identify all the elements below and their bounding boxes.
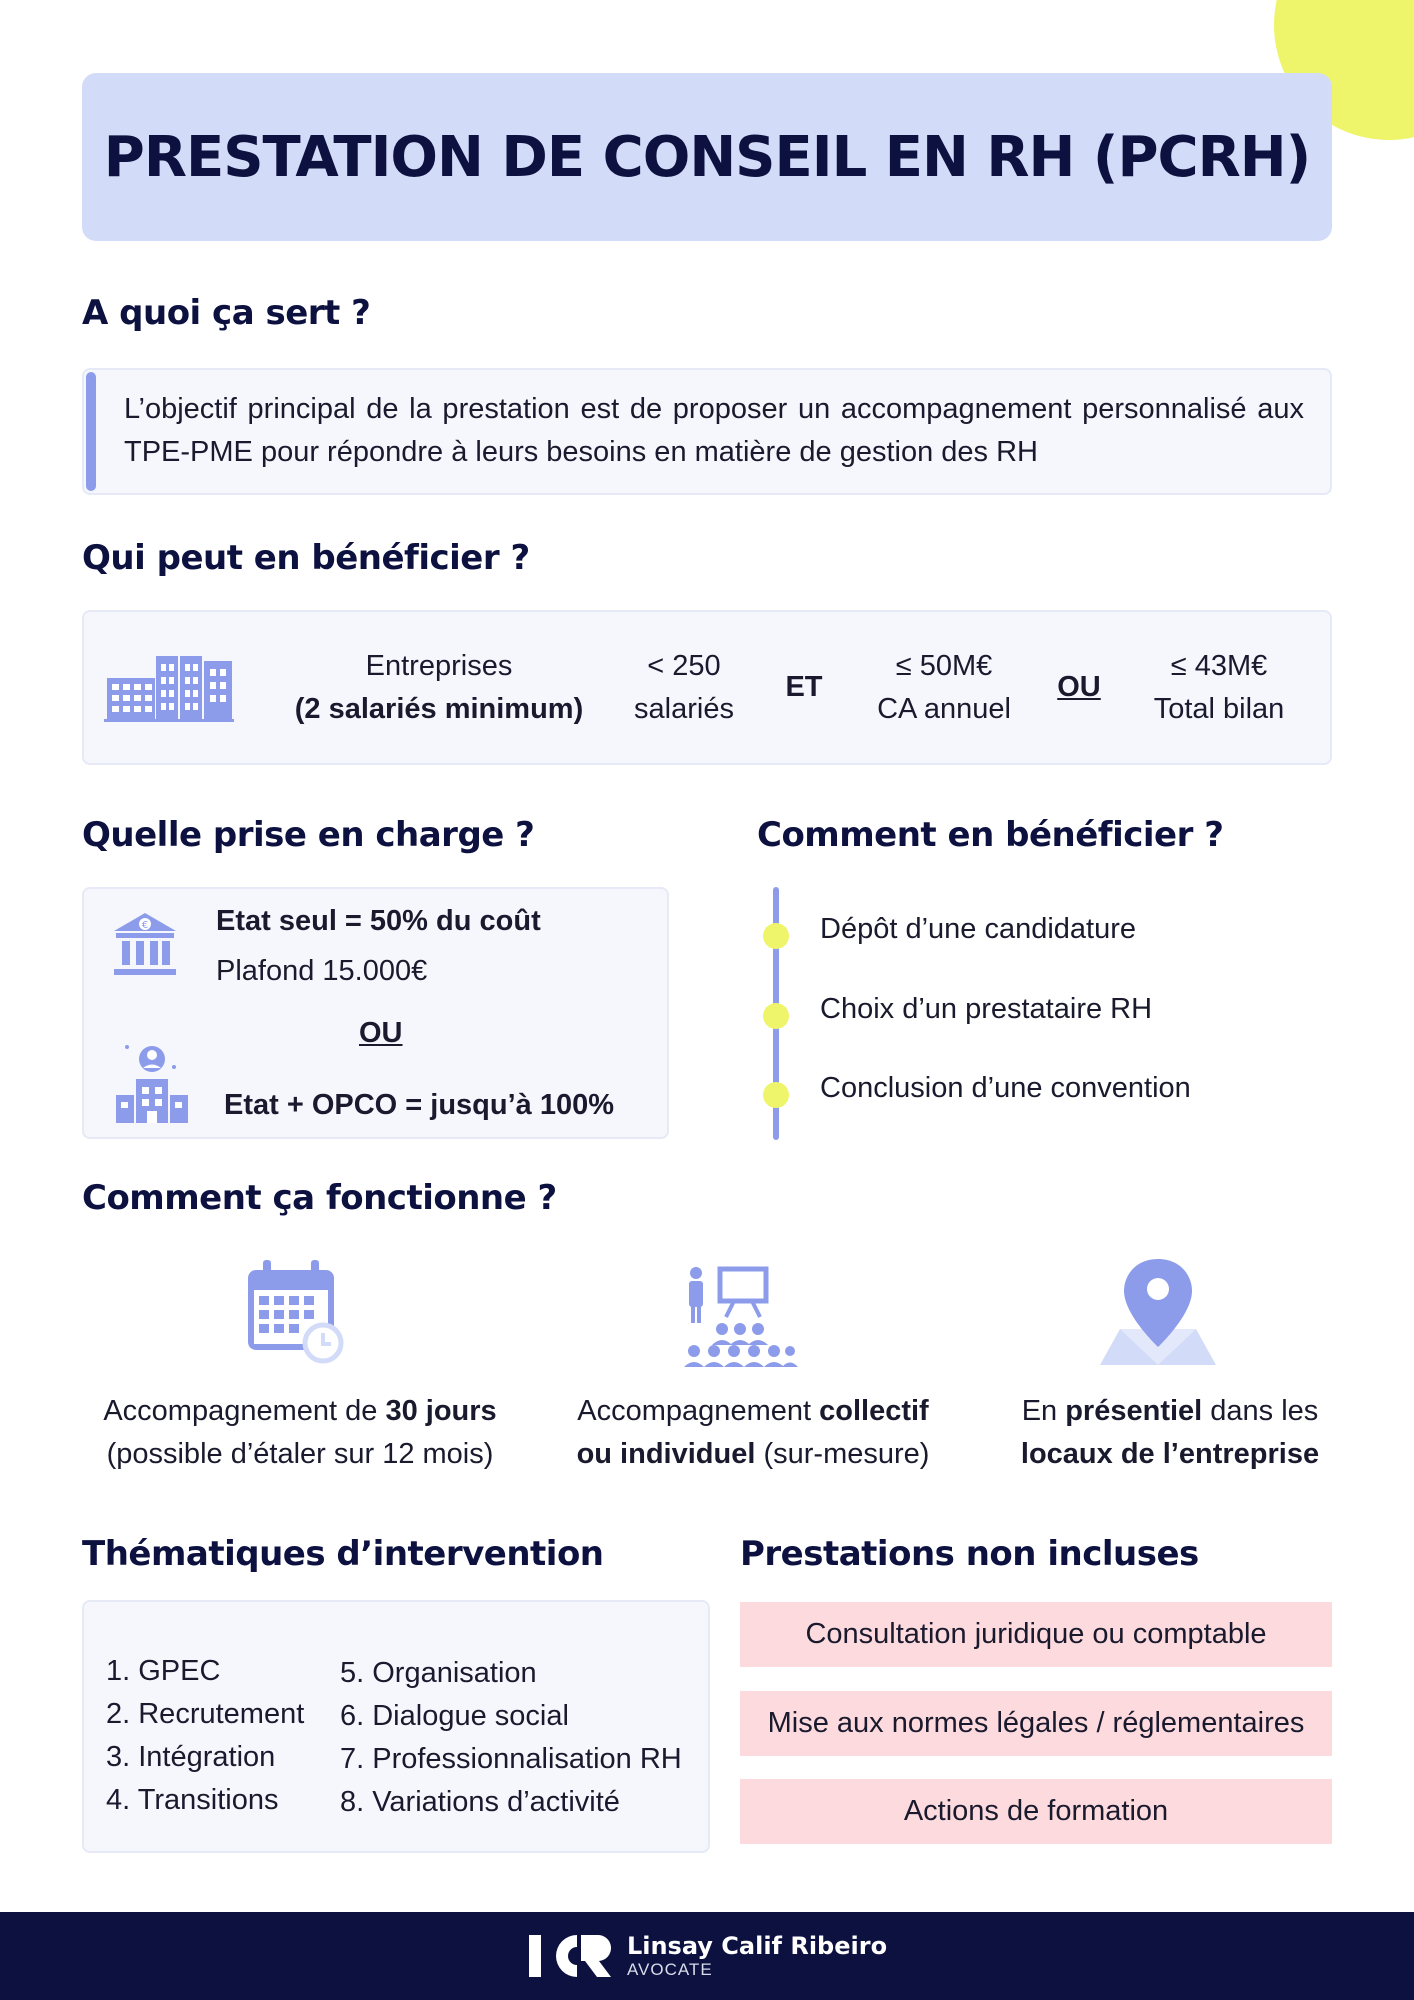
list-item: 1. GPEC xyxy=(106,1655,221,1687)
funding-or: OU xyxy=(359,1017,403,1049)
purpose-heading: A quoi ça sert ? xyxy=(82,293,371,333)
duration-days: 30 jours xyxy=(385,1395,497,1427)
themes-list-left xyxy=(106,1650,304,1822)
themes-heading: Thématiques d’intervention xyxy=(82,1534,604,1574)
list-item: 2. Recrutement xyxy=(106,1698,305,1730)
funding-ceiling: Plafond 15.000€ xyxy=(216,955,428,987)
place-line-1 xyxy=(960,1390,1380,1433)
calendar-clock-icon xyxy=(245,1258,345,1364)
buildings-icon xyxy=(104,612,234,763)
step-provider: Choix d’un prestataire RH xyxy=(820,993,1153,1025)
timeline-dot xyxy=(763,1082,789,1108)
bank-euro-icon xyxy=(112,911,178,979)
list-item: 3. Intégration xyxy=(106,1741,276,1773)
criteria-employees xyxy=(624,612,744,763)
place-premises: locaux de l’entreprise xyxy=(1020,1438,1320,1470)
svg-text:€: € xyxy=(141,920,149,931)
howto-heading: Comment en bénéficier ? xyxy=(757,815,1224,855)
list-item: 6. Dialogue social xyxy=(340,1700,569,1732)
list-item: 4. Transitions xyxy=(106,1784,279,1816)
timeline-dot xyxy=(763,1003,789,1029)
feature-place xyxy=(960,1390,1380,1476)
firm-name: Linsay Calif Ribeiro xyxy=(626,1932,888,1960)
operation-heading: Comment ça fonctionne ? xyxy=(82,1178,557,1218)
criteria-balance xyxy=(1124,612,1314,763)
excluded-item: Consultation juridique ou comptable xyxy=(740,1602,1332,1667)
duration-note: (possible d’étaler sur 12 mois) xyxy=(106,1438,494,1470)
or-connector: OU xyxy=(1057,671,1101,703)
list-item: 5. Organisation xyxy=(340,1657,537,1689)
duration-text: Accompagnement de xyxy=(103,1395,386,1427)
criteria-companies xyxy=(294,612,584,763)
eligibility-panel xyxy=(82,610,1332,765)
timeline-dot xyxy=(763,923,789,949)
presentation-audience-icon xyxy=(682,1265,798,1369)
criteria-revenue xyxy=(859,612,1029,763)
balance-value: ≤ 43M€ xyxy=(1170,649,1268,682)
quote-bar xyxy=(86,372,96,491)
balance-label: Total bilan xyxy=(1153,692,1285,725)
revenue-value: ≤ 50M€ xyxy=(895,649,993,682)
companies-min: (2 salariés minimum) xyxy=(294,692,584,725)
mode-custom: (sur-mesure) xyxy=(755,1438,930,1470)
revenue-label: CA annuel xyxy=(877,692,1011,725)
place-onsite: présentiel xyxy=(1065,1395,1203,1427)
step-application: Dépôt d’une candidature xyxy=(820,913,1137,945)
list-item: 7. Professionnalisation RH xyxy=(340,1743,682,1775)
footer xyxy=(0,1912,1414,2000)
firm-identity xyxy=(627,1932,887,1980)
mode-line-2 xyxy=(543,1433,963,1476)
funding-panel xyxy=(82,887,669,1139)
duration-line xyxy=(90,1390,510,1433)
page-title: PRESTATION DE CONSEIL EN RH (PCRH) xyxy=(103,124,1311,190)
feature-duration xyxy=(90,1390,510,1476)
themes-panel xyxy=(82,1600,710,1853)
title-banner xyxy=(82,73,1332,241)
funding-heading: Quelle prise en charge ? xyxy=(82,815,535,855)
office-person-icon xyxy=(112,1039,188,1125)
mode-individual: ou individuel xyxy=(576,1438,756,1470)
feature-mode xyxy=(543,1390,963,1476)
mode-text: Accompagnement xyxy=(577,1395,820,1427)
mode-line-1 xyxy=(543,1390,963,1433)
excluded-item: Actions de formation xyxy=(740,1779,1332,1844)
eligibility-heading: Qui peut en bénéficier ? xyxy=(82,538,530,578)
companies-label: Entreprises xyxy=(365,649,513,682)
purpose-quote xyxy=(82,368,1332,495)
funding-state-only: Etat seul = 50% du coût xyxy=(216,905,541,937)
list-item: 8. Variations d’activité xyxy=(340,1786,620,1818)
map-pin-icon xyxy=(1098,1255,1218,1367)
firm-logo xyxy=(527,1931,613,1981)
employees-label: salariés xyxy=(634,692,734,725)
employees-value: < 250 xyxy=(647,649,721,682)
excluded-heading: Prestations non incluses xyxy=(740,1534,1199,1574)
mode-collective: collectif xyxy=(819,1395,929,1427)
place-text-c: dans les xyxy=(1202,1395,1319,1427)
excluded-item: Mise aux normes légales / réglementaires xyxy=(740,1691,1332,1756)
funding-state-opco: Etat + OPCO = jusqu’à 100% xyxy=(224,1089,615,1121)
purpose-text: L’objectif principal de la prestation est de proposer un accompagnement personnalisé aux TPE-PME pour répondre à leurs besoins en matière de gestion des RH xyxy=(124,393,1304,468)
firm-role: AVOCATE xyxy=(626,1960,713,1979)
and-connector: ET xyxy=(785,671,823,703)
place-text-a: En xyxy=(1021,1395,1066,1427)
themes-list-right xyxy=(340,1652,682,1824)
step-agreement: Conclusion d’une convention xyxy=(820,1072,1191,1104)
